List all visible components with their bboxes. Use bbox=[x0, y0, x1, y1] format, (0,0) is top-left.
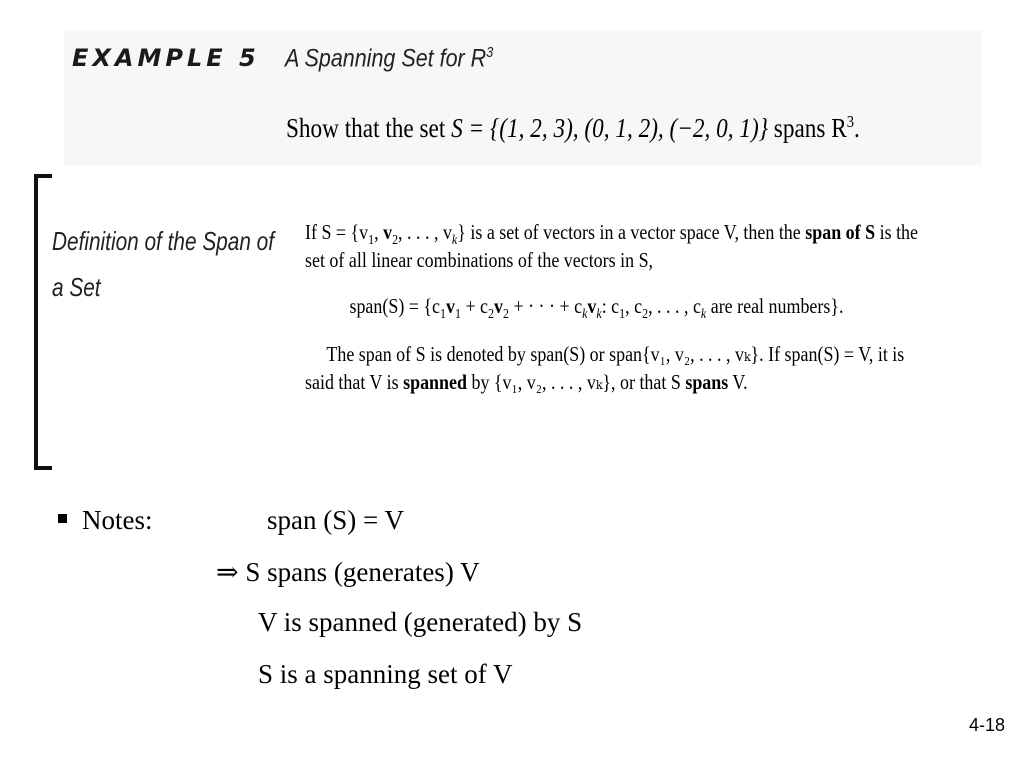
problem-end: . bbox=[854, 113, 860, 143]
problem-superscript: 3 bbox=[846, 112, 855, 131]
page-number: 4-18 bbox=[968, 715, 1005, 735]
definition-heading-line2: a Set bbox=[52, 272, 101, 302]
definition-heading bbox=[52, 218, 274, 310]
example-title-text: A Spanning Set for R bbox=[285, 44, 487, 73]
notes-label: Notes: bbox=[82, 505, 153, 535]
definition-p2-line1: The span of S is denoted by span(S) or span{v₁, v₂, . . . , vₖ}. If span(S) = V, it is bbox=[326, 342, 905, 366]
definition-term: span of S bbox=[805, 220, 876, 244]
definition-p1-line1: If $S = \{v_1$, $v_2$, . . . , $v_k$} is a set of vectors in a vector space V, then the span of S is the bbox=[305, 220, 919, 249]
example-title-superscript: 3 bbox=[486, 44, 494, 61]
implies-arrow-icon: ⇒ bbox=[216, 557, 239, 587]
definition-p1-line2: set of all linear combinations of the vectors in S, bbox=[305, 248, 654, 272]
example-label: EXAMPLE 5 bbox=[72, 44, 260, 72]
span-formula: span(S) = {$c_1v_1 + c_2v_2$ + · · · + $c_kv_k$: $c_1$, $c_2$, . . . , $c_k$ are real numbers}. bbox=[349, 294, 844, 323]
example-problem bbox=[286, 112, 860, 144]
example-title bbox=[285, 44, 493, 73]
definition-body bbox=[305, 218, 989, 396]
note-line-1: span (S) = V bbox=[267, 505, 404, 535]
problem-prefix: Show that the set bbox=[286, 113, 452, 143]
problem-suffix: spans R bbox=[768, 113, 847, 143]
note-line-4: S is a spanning set of V bbox=[258, 659, 513, 689]
note-line-2-text: S spans (generates) V bbox=[245, 557, 480, 587]
definition-p2-line2: said that V is spanned by {v₁, v₂, . . . , vₖ}, or that S spans V. bbox=[305, 370, 748, 394]
problem-set: S = {(1, 2, 3), (0, 1, 2), (−2, 0, 1)} bbox=[451, 113, 769, 143]
definition-bracket bbox=[34, 174, 52, 470]
note-line-3: V is spanned (generated) by S bbox=[258, 607, 583, 637]
definition-heading-line1: Definition of the Span of bbox=[52, 226, 275, 256]
note-line-2 bbox=[216, 557, 480, 588]
square-bullet-icon bbox=[58, 514, 67, 523]
